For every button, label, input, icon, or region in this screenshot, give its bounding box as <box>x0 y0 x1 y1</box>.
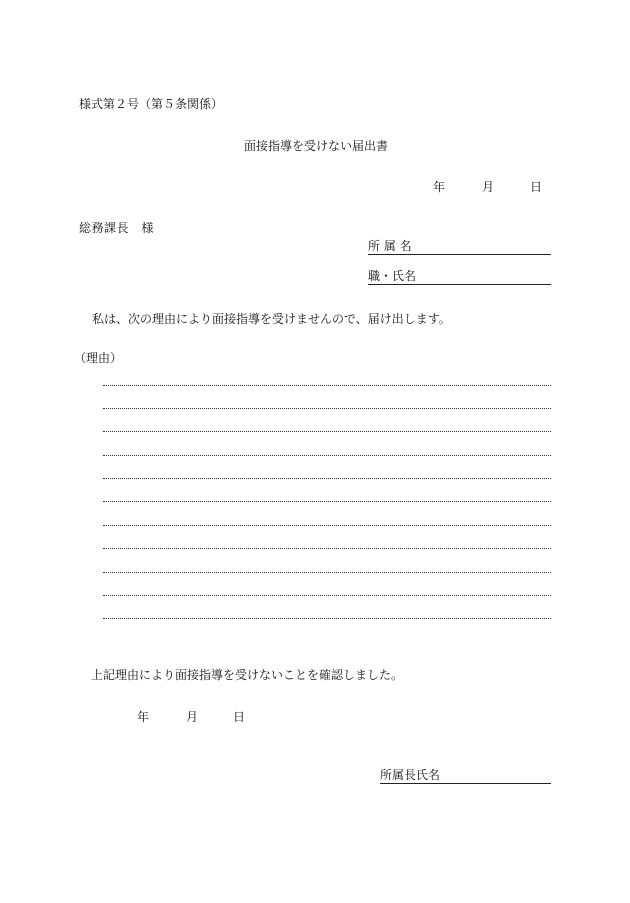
affiliation-label: 所 属 名 <box>368 239 412 253</box>
confirm-date-day-label: 日 <box>233 710 246 724</box>
confirm-date-year-label: 年 <box>137 710 150 724</box>
reason-heading: （理由） <box>74 351 123 365</box>
title-name-label: 職・氏名 <box>368 269 417 283</box>
confirmation-text: 上記理由により面接指導を受けないことを確認しました。 <box>91 668 404 682</box>
reason-line[interactable] <box>103 595 551 596</box>
manager-name-field[interactable] <box>380 769 551 784</box>
reason-line[interactable] <box>103 525 551 526</box>
reason-line[interactable] <box>103 431 551 432</box>
confirm-date-month-label: 月 <box>186 710 199 724</box>
reason-line[interactable] <box>103 501 551 502</box>
addressee: 総務課長 様 <box>79 221 155 235</box>
reason-line[interactable] <box>103 385 551 386</box>
document-title: 面接指導を受けない届出書 <box>244 139 389 153</box>
reason-line[interactable] <box>103 408 551 409</box>
statement-text: 私は、次の理由により面接指導を受けませんので、届け出します。 <box>92 312 451 326</box>
date-month-label: 月 <box>482 180 495 194</box>
reason-line[interactable] <box>103 455 551 456</box>
reason-line[interactable] <box>103 548 551 549</box>
reason-line[interactable] <box>103 478 551 479</box>
manager-name-label: 所属長氏名 <box>380 768 441 782</box>
date-day-label: 日 <box>530 180 543 194</box>
date-year-label: 年 <box>433 180 446 194</box>
reason-line[interactable] <box>103 572 551 573</box>
form-number: 様式第２号（第５条関係） <box>79 97 224 111</box>
affiliation-field[interactable] <box>368 240 551 255</box>
reason-line[interactable] <box>103 618 551 619</box>
title-name-field[interactable] <box>368 270 551 285</box>
